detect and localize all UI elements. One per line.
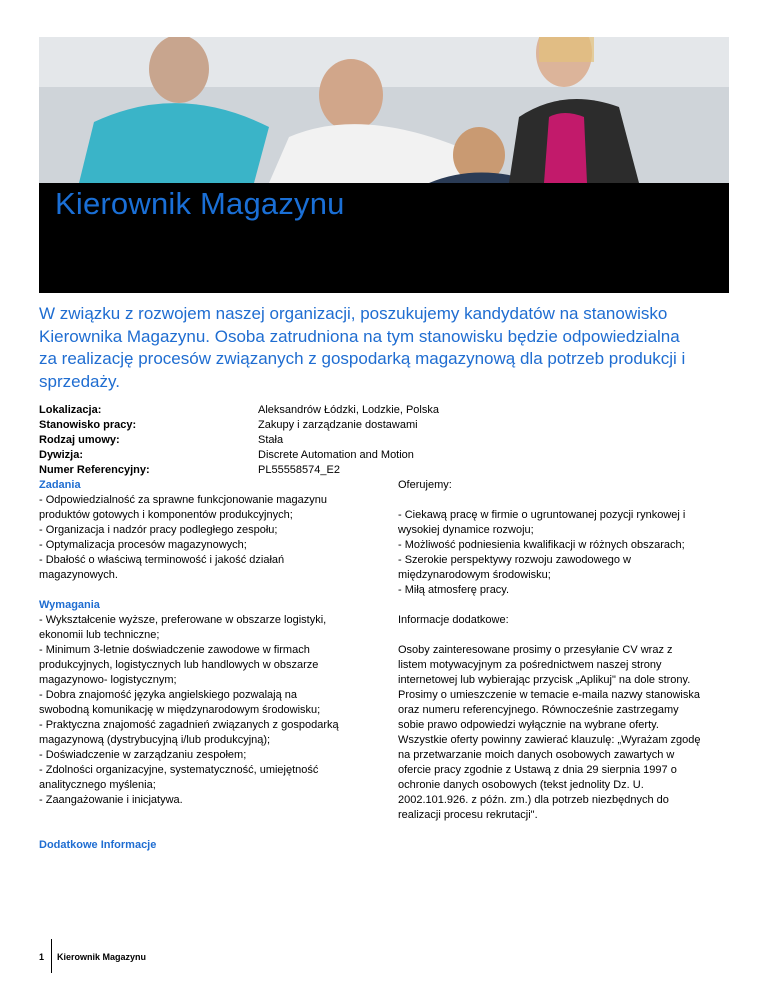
tasks-heading: Zadania (39, 479, 81, 491)
offer-line: - Możliwość podniesienia kwalifikacji w różnych obszarach; (398, 539, 685, 551)
info-line: ochronie danych osobowych (tekst jednolity Dz. U. (398, 779, 644, 791)
meta-label: Stanowisko pracy: (39, 419, 137, 431)
meta-value: Discrete Automation and Motion (258, 449, 414, 461)
title-banner (39, 183, 729, 293)
job-meta-table (39, 403, 439, 478)
tasks-line: - Organizacja i nadzór pracy podległego zespołu; (39, 524, 278, 536)
tasks-line: - Dbałość o właściwą terminowość i jakość działań (39, 554, 285, 566)
meta-label: Rodzaj umowy: (39, 434, 120, 446)
info-line: realizacji procesu rekrutacji". (398, 809, 538, 821)
meta-row (39, 418, 439, 433)
requirements-line: - Zaangażowanie i inicjatywa. (39, 794, 183, 806)
requirements-line: - Praktyczna znajomość zagadnień związanych z gospodarką (39, 719, 339, 731)
info-heading: Informacje dodatkowe: (398, 614, 509, 626)
requirements-heading: Wymagania (39, 599, 100, 611)
meta-value: PL55558574_E2 (258, 464, 340, 476)
meta-label: Dywizja: (39, 449, 84, 461)
tasks-line: magazynowych. (39, 569, 118, 581)
info-line: internetowej lub wybierając przycisk „Aplikuj" na dole strony. (398, 674, 691, 686)
tasks-line: - Optymalizacja procesów magazynowych; (39, 539, 247, 551)
left-column (39, 478, 357, 853)
meta-value: Zakupy i zarządzanie dostawami (258, 419, 418, 431)
info-line: sobie prawo odpowiedzi wyłącznie na wybrane oferty. (398, 719, 659, 731)
meta-row (39, 403, 439, 418)
offer-heading: Oferujemy: (398, 479, 452, 491)
requirements-line: magazynowo- logistycznym; (39, 674, 177, 686)
info-line: oraz numeru referencyjnego. Równocześnie zastrzegamy (398, 704, 679, 716)
requirements-line: magazynową (dystrybucyjną i/lub produkcyjną); (39, 734, 271, 746)
info-line: Osoby zainteresowane prosimy o przesyłanie CV wraz z (398, 644, 673, 656)
info-line: listem motywacyjnym za pośrednictwem naszej strony (398, 659, 662, 671)
requirements-line: - Wykształcenie wyższe, preferowane w obszarze logistyki, (39, 614, 327, 626)
info-line: na przetwarzanie moich danych osobowych zawartych w (398, 749, 675, 761)
footer-divider (51, 939, 52, 973)
tasks-line: produktów gotowych i komponentów produkcyjnych; (39, 509, 293, 521)
info-line: Wszystkie oferty powinny zawierać klauzulę: „Wyrażam zgodę (398, 734, 701, 746)
meta-row (39, 463, 439, 478)
requirements-line: ekonomii lub techniczne; (39, 629, 160, 641)
offer-line: - Ciekawą pracę w firmie o ugruntowanej pozycji rynkowej i (398, 509, 686, 521)
offer-line: - Miłą atmosferę pracy. (398, 584, 510, 596)
meta-row (39, 433, 439, 448)
offer-line: międzynarodowym środowisku; (398, 569, 551, 581)
meta-label: Lokalizacja: (39, 404, 102, 416)
requirements-line: - Dobra znajomość języka angielskiego pozwalają na (39, 689, 298, 701)
page-title: Kierownik Magazynu (55, 186, 345, 221)
meta-row (39, 448, 439, 463)
requirements-line: analitycznego myślenia; (39, 779, 156, 791)
requirements-line: - Minimum 3-letnie doświadczenie zawodowe w firmach (39, 644, 310, 656)
offer-line: - Szerokie perspektywy rozwoju zawodowego w (398, 554, 631, 566)
tasks-line: - Odpowiedzialność za sprawne funkcjonowanie magazynu (39, 494, 327, 506)
info-line: ofercie pracy zgodnie z Ustawą z dnia 29 sierpnia 1997 o (398, 764, 677, 776)
extra-info-heading: Dodatkowe Informacje (39, 839, 157, 851)
requirements-line: - Zdolności organizacyjne, systematyczność, umiejętność (39, 764, 319, 776)
offer-line: wysokiej dynamice rozwoju; (398, 524, 534, 536)
requirements-line: swobodną komunikację w międzynarodowym środowisku; (39, 704, 321, 716)
meta-value: Stała (258, 434, 284, 446)
info-line: Prosimy o umieszczenie w temacie e-maila nazwy stanowiska (398, 689, 700, 701)
right-column (398, 478, 728, 823)
meta-label: Numer Referencyjny: (39, 464, 150, 476)
hero-photo (39, 37, 729, 183)
info-line: 2002.101.926. z późn. zm.) dla potrzeb niezbędnych do (398, 794, 669, 806)
page-number: 1 (39, 952, 45, 962)
requirements-line: - Doświadczenie w zarządzaniu zespołem; (39, 749, 247, 761)
requirements-line: produkcyjnych, logistycznych lub handlowych w obszarze (39, 659, 319, 671)
office-team-photo (39, 37, 729, 183)
meta-value: Aleksandrów Łódzki, Lodzkie, Polska (258, 404, 439, 416)
intro-paragraph: W związku z rozwojem naszej organizacji, poszukujemy kandydatów na stanowisko Kierownika Magazynu. Osoba zatrudniona na tym stanowisku będzie odpowiedzialna za realizację procesów związanych z gospodarką magazynową dla potrzeb produkcji i sprzedaży. (39, 304, 686, 391)
footer-title: Kierownik Magazynu (57, 952, 147, 962)
